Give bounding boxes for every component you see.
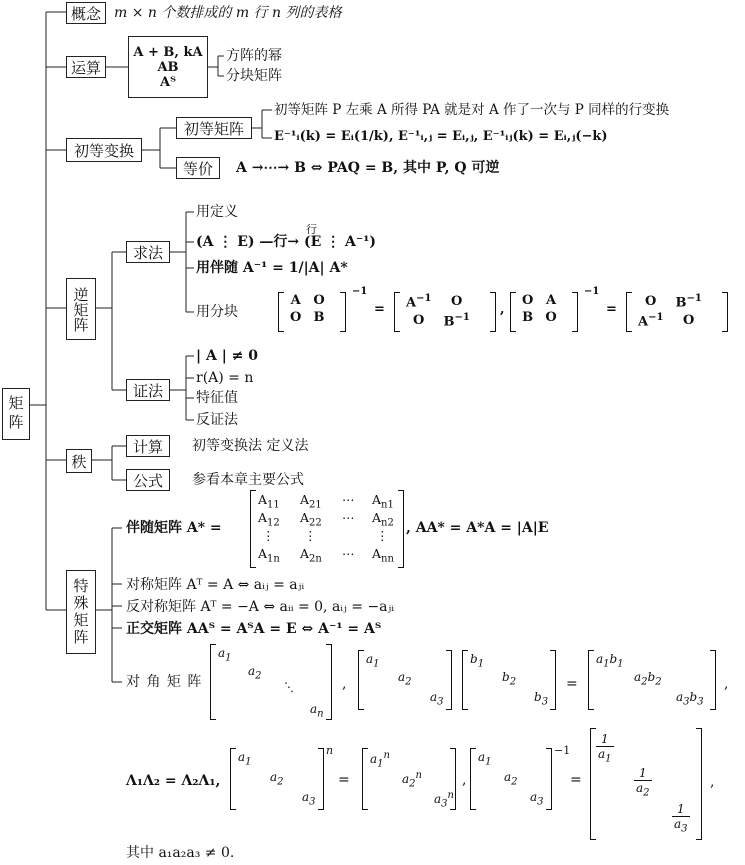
rank-node: 秩 [66,449,92,473]
diagonal-matrix-a: $a_1$ $a_2$ $a_3$ [358,650,454,710]
diagonal-product: $a_1b_1$ $a_2b_2$ $a_3b_3$ [588,650,718,710]
symmetric-matrix: 对称矩阵 Aᵀ = A ⇔ aᵢⱼ = aⱼᵢ [126,577,305,593]
inverse-node: 逆矩阵 [66,278,96,340]
inverse-method-node: 求法 [126,241,170,263]
elementary-inverse-formula: E⁻¹ᵢ(k) = Eᵢ(1/k), E⁻¹ᵢ,ⱼ = Eᵢ,ⱼ, E⁻¹ᵢⱼ(k) = Eᵢ,ⱼ(−k) [274,129,608,144]
operation-items [128,36,208,98]
inverse-proof: | A | ≠ 0 [196,348,259,364]
operation-sub: 分块矩阵 [226,68,282,84]
adjoint-property: , AA* = A*A = |A|E [406,520,549,536]
inverse-method: 用分块 [196,304,238,320]
rank-calc-node: 计算 [126,435,170,457]
operation-item: Aᵀ [160,74,176,90]
concept-text: m × n 个数排成的 m 行 n 列的表格 [114,5,342,21]
special-node: 特殊矩阵 [66,570,96,654]
antisymmetric-matrix: 反对称矩阵 Aᵀ = −A ⇔ aᵢᵢ = 0, aᵢⱼ = −aⱼᵢ [126,599,395,615]
inverse-proof: 反证法 [196,412,238,428]
elementary-node: 初等变换 [66,138,142,162]
elementary-matrix-text: 初等矩阵 P 左乘 A 所得 PA 就是对 A 作了一次与 P 同样的行变换 [274,102,670,118]
equivalence-text: A →⋯→ B ⇔ PAQ = B, 其中 P, Q 可逆 [236,160,500,176]
equivalence-node: 等价 [176,157,220,179]
diagonal-inverse-result: $\frac{1}{a_1}$ $\frac{1}{a_2}$ $\frac{1}{a_3}$ [590,728,706,840]
diagonal-inverse-base: $a_1$ $a_2$ $a_3$ [470,748,554,810]
operation-item: AB [157,59,179,75]
inverse-method: (A ⋮ E) —行→ (E ⋮ A⁻¹) [196,234,377,250]
inverse-method: 用定义 [196,204,238,220]
diagonal-matrix-label: 对 角 矩 阵 [126,674,203,690]
operation-sub: 方阵的幂 [226,48,282,64]
operation-node: 运算 [66,56,106,78]
footer-condition: 其中 a₁a₂a₃ ≠ 0. [126,845,235,861]
lambda-commute: Λ₁Λ₂ = Λ₂Λ₁, [126,773,221,789]
adjoint-matrix: $A_{11}$ $A_{21}$ ⋯ $A_{n1}$ $A_{12}$ $A_{22}$ ⋯ $A_{n2}$ ⋮ ⋮ ⋮ $A_{1n}$ $A_{2n}$ ⋯ $A_{nn}$ [250,490,410,568]
root-node: 矩阵 [2,388,30,440]
diagonal-matrix-b: $b_1$ $b_2$ $b_3$ [462,650,558,710]
inverse-proof-node: 证法 [126,379,170,401]
rank-formula-text: 参看本章主要公式 [192,472,304,488]
diagonal-power-result: $a_1^n$ $a_2^n$ $a_3^n$ [362,748,458,810]
rank-formula-node: 公式 [126,469,170,491]
diagonal-power-base: $a_1$ $a_2$ $a_3$ [230,748,326,810]
adjoint-label: 伴随矩阵 A* = [126,520,222,536]
operation-item: A + B, kA [133,44,203,60]
inverse-proof: 特征值 [196,390,238,406]
orthogonal-matrix: 正交矩阵 AAᵀ = AᵀA = E ⇔ A⁻¹ = Aᵀ [126,621,382,637]
row-transform-label: 行 [306,223,317,236]
concept-node: 概念 [66,2,106,24]
inverse-method: 用伴随 A⁻¹ = 1/|A| A* [196,260,348,276]
inverse-proof: r(A) = n [196,370,254,386]
diagonal-matrix: $a_1$ $a_2$ ⋱ $a_n$ [210,644,336,720]
rank-calc-text: 初等变换法 定义法 [192,438,309,454]
elementary-matrix-node: 初等矩阵 [176,117,252,139]
